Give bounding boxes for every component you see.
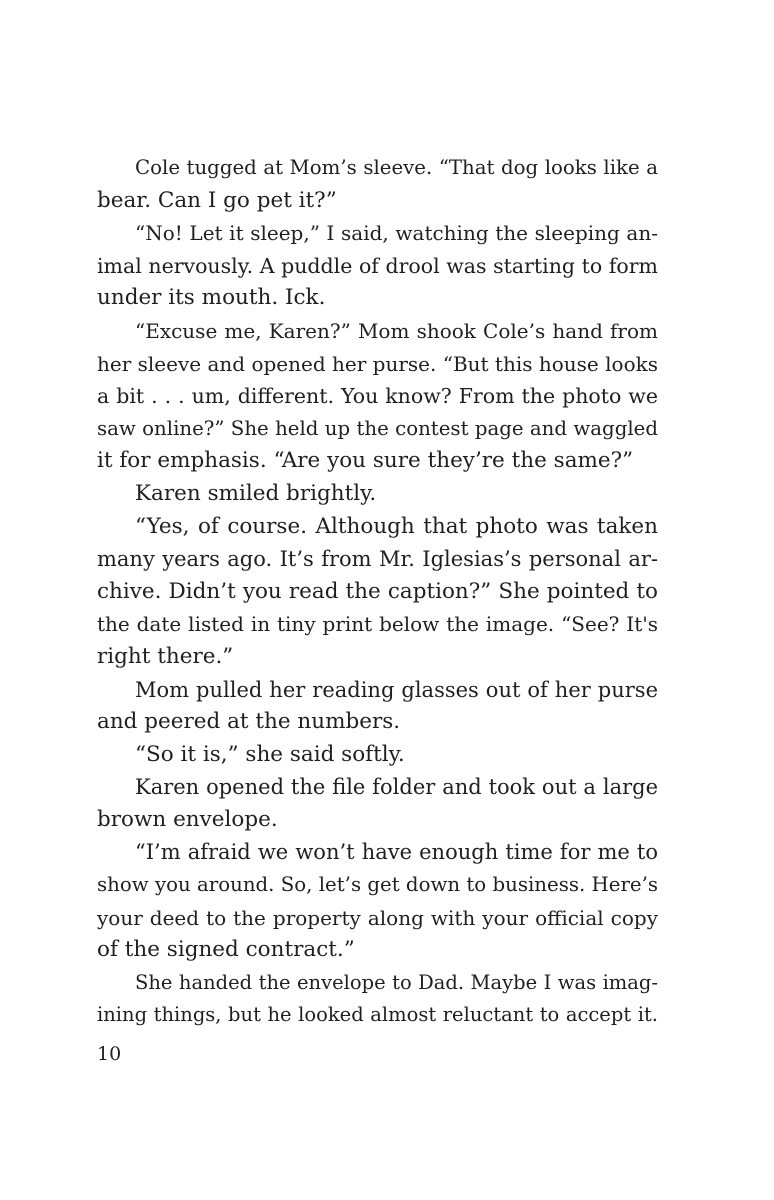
text-line: many years ago. It’s from Mr. Iglesias’s personal ar- xyxy=(97,547,658,572)
text-line: ining things, but he looked almost reluctant to accept it. xyxy=(97,1003,658,1027)
text-line: Karen opened the file folder and took out a large xyxy=(135,775,658,800)
text-line: her sleeve and opened her purse. “But this house looks xyxy=(97,351,658,376)
text-line: “I’m afraid we won’t have enough time for me to xyxy=(135,840,658,865)
text-line: it for emphasis. “Are you sure they’re the same?” xyxy=(97,448,634,474)
text-line: “So it is,” she said softly. xyxy=(135,741,405,767)
text-line: “Yes, of course. Although that photo was taken xyxy=(135,513,658,539)
text-line: Cole tugged at Mom’s sleeve. “That dog looks like a xyxy=(135,156,658,179)
text-line: bear. Can I go pet it?” xyxy=(97,187,337,213)
body-text xyxy=(97,152,658,1032)
page-number: 10 xyxy=(97,1043,122,1065)
text-line: “Excuse me, Karen?” Mom shook Cole’s hand from xyxy=(135,318,658,343)
text-line: Karen smiled brightly. xyxy=(135,480,377,506)
text-line: brown envelope. xyxy=(97,806,278,832)
text-line: saw online?” She held up the contest page and waggled xyxy=(97,416,658,440)
text-line: chive. Didn’t you read the caption?” She pointed to xyxy=(97,578,658,604)
text-line: under its mouth. Ick. xyxy=(97,285,326,311)
text-line: imal nervously. A puddle of drool was starting to form xyxy=(97,253,658,278)
text-line: of the signed contract.” xyxy=(97,937,355,963)
text-line: the date listed in tiny print below the image. “See? It's xyxy=(97,612,658,637)
text-line: your deed to the property along with your official copy xyxy=(97,905,658,930)
text-line: “No! Let it sleep,” I said, watching the sleeping an- xyxy=(135,221,658,246)
text-line: She handed the envelope to Dad. Maybe I was imag- xyxy=(135,970,658,994)
text-line: right there.” xyxy=(97,643,234,669)
text-line: show you around. So, let’s get down to business. Here’s xyxy=(97,873,658,897)
text-line: Mom pulled her reading glasses out of her purse xyxy=(135,677,658,702)
text-line: and peered at the numbers. xyxy=(97,709,401,735)
text-line: a bit . . . um, different. You know? From the photo we xyxy=(97,384,658,409)
